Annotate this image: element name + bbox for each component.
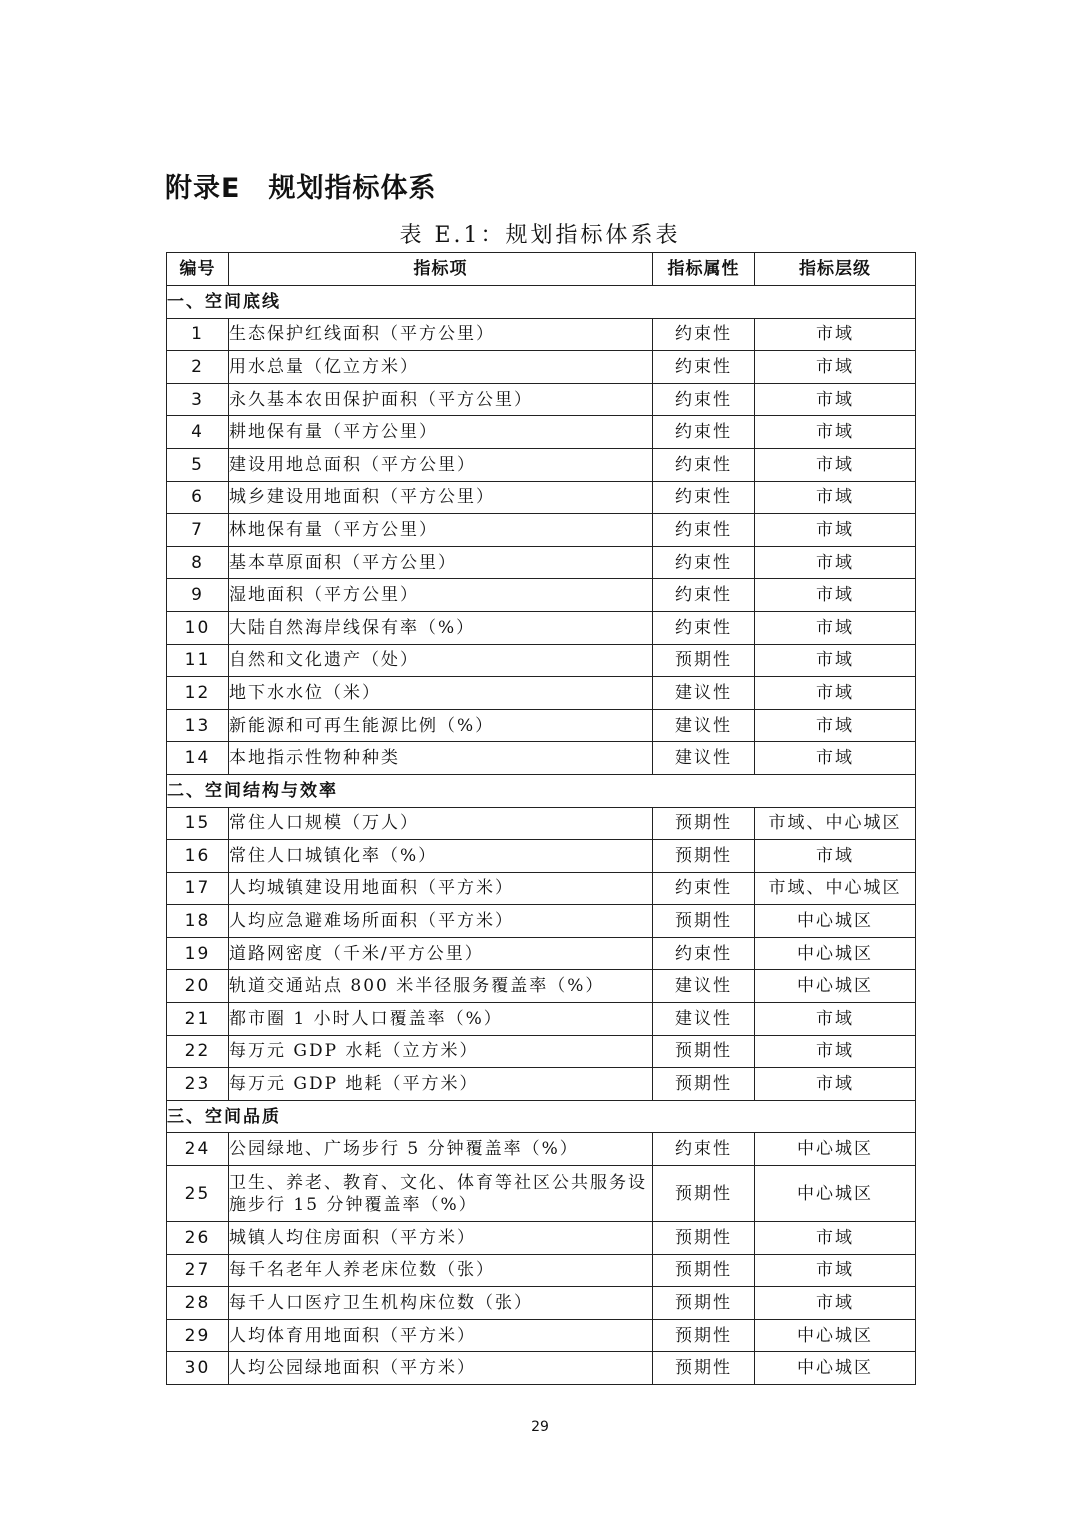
indicator-name: 新能源和可再生能源比例（%） [229, 709, 653, 742]
indicator-level: 市域 [755, 579, 916, 612]
indicator-attribute: 约束性 [653, 937, 755, 970]
indicator-attribute: 建议性 [653, 742, 755, 775]
table-row [167, 1068, 916, 1101]
row-number: 4 [167, 416, 229, 449]
indicator-name: 人均应急避难场所面积（平方米） [229, 905, 653, 938]
indicator-attribute: 约束性 [653, 546, 755, 579]
indicator-attribute: 预期性 [653, 905, 755, 938]
indicator-level: 市域 [755, 1287, 916, 1320]
indicator-attribute: 约束性 [653, 481, 755, 514]
indicator-level: 中心城区 [755, 937, 916, 970]
indicator-name: 湿地面积（平方公里） [229, 579, 653, 612]
indicator-attribute: 约束性 [653, 579, 755, 612]
table-row [167, 1222, 916, 1255]
indicator-name: 建设用地总面积（平方公里） [229, 448, 653, 481]
indicator-level: 市域 [755, 1003, 916, 1036]
indicator-level: 市域 [755, 318, 916, 351]
indicator-level: 中心城区 [755, 1352, 916, 1385]
table-row [167, 807, 916, 840]
section-row [167, 774, 916, 807]
table-row [167, 1287, 916, 1320]
table-row [167, 1166, 916, 1222]
indicator-level: 市域 [755, 383, 916, 416]
indicator-name: 人均城镇建设用地面积（平方米） [229, 872, 653, 905]
row-number: 9 [167, 579, 229, 612]
row-number: 24 [167, 1133, 229, 1166]
row-number: 19 [167, 937, 229, 970]
table-row [167, 579, 916, 612]
indicator-attribute: 约束性 [653, 318, 755, 351]
table-row [167, 970, 916, 1003]
indicator-attribute: 预期性 [653, 1166, 755, 1222]
table-row [167, 677, 916, 710]
indicator-level: 中心城区 [755, 970, 916, 1003]
indicator-attribute: 建议性 [653, 709, 755, 742]
indicator-name: 用水总量（亿立方米） [229, 351, 653, 384]
indicator-name: 城乡建设用地面积（平方公里） [229, 481, 653, 514]
row-number: 13 [167, 709, 229, 742]
indicator-name: 每万元 GDP 水耗（立方米） [229, 1035, 653, 1068]
row-number: 17 [167, 872, 229, 905]
appendix-title: 附录E 规划指标体系 [165, 173, 437, 204]
row-number: 30 [167, 1352, 229, 1385]
indicator-attribute: 预期性 [653, 644, 755, 677]
table-caption: 表 E.1：规划指标体系表 [399, 223, 681, 248]
indicator-attribute: 建议性 [653, 1003, 755, 1036]
indicator-level: 市域 [755, 611, 916, 644]
table-row [167, 937, 916, 970]
table-row [167, 383, 916, 416]
section-row [167, 1100, 916, 1133]
row-number: 8 [167, 546, 229, 579]
indicator-level: 中心城区 [755, 905, 916, 938]
indicator-attribute: 约束性 [653, 611, 755, 644]
indicator-level: 市域 [755, 514, 916, 547]
indicator-name: 常住人口城镇化率（%） [229, 840, 653, 873]
row-number: 22 [167, 1035, 229, 1068]
indicator-name: 生态保护红线面积（平方公里） [229, 318, 653, 351]
table-row [167, 1352, 916, 1385]
indicator-attribute: 约束性 [653, 514, 755, 547]
table-row [167, 611, 916, 644]
indicator-table [166, 252, 916, 1385]
page-number: 29 [531, 1419, 549, 1435]
indicator-level: 市域 [755, 840, 916, 873]
table-row [167, 905, 916, 938]
indicator-attribute: 预期性 [653, 1287, 755, 1320]
indicator-name: 每千人口医疗卫生机构床位数（张） [229, 1287, 653, 1320]
table-row [167, 709, 916, 742]
table-row [167, 1133, 916, 1166]
table-row [167, 546, 916, 579]
section-title: 三、空间品质 [167, 1100, 916, 1133]
row-number: 3 [167, 383, 229, 416]
indicator-name: 大陆自然海岸线保有率（%） [229, 611, 653, 644]
table-header-row [167, 253, 916, 286]
table-row [167, 1319, 916, 1352]
row-number: 18 [167, 905, 229, 938]
indicator-name: 地下水水位（米） [229, 677, 653, 710]
indicator-attribute: 约束性 [653, 416, 755, 449]
indicator-level: 市域 [755, 709, 916, 742]
indicator-name: 人均体育用地面积（平方米） [229, 1319, 653, 1352]
row-number: 27 [167, 1254, 229, 1287]
indicator-level: 市域 [755, 1035, 916, 1068]
indicator-level: 市域 [755, 481, 916, 514]
table-row [167, 481, 916, 514]
row-number: 11 [167, 644, 229, 677]
indicator-name: 基本草原面积（平方公里） [229, 546, 653, 579]
table-row [167, 318, 916, 351]
row-number: 16 [167, 840, 229, 873]
row-number: 1 [167, 318, 229, 351]
row-number: 14 [167, 742, 229, 775]
indicator-name: 自然和文化遗产（处） [229, 644, 653, 677]
table-row [167, 448, 916, 481]
indicator-name: 林地保有量（平方公里） [229, 514, 653, 547]
row-number: 26 [167, 1222, 229, 1255]
indicator-name: 耕地保有量（平方公里） [229, 416, 653, 449]
header-attr: 指标属性 [653, 253, 755, 286]
row-number: 21 [167, 1003, 229, 1036]
row-number: 28 [167, 1287, 229, 1320]
row-number: 6 [167, 481, 229, 514]
indicator-name: 城镇人均住房面积（平方米） [229, 1222, 653, 1255]
indicator-level: 中心城区 [755, 1319, 916, 1352]
indicator-name: 本地指示性物种种类 [229, 742, 653, 775]
row-number: 20 [167, 970, 229, 1003]
indicator-attribute: 建议性 [653, 677, 755, 710]
row-number: 29 [167, 1319, 229, 1352]
table-row [167, 840, 916, 873]
header-num: 编号 [167, 253, 229, 286]
row-number: 23 [167, 1068, 229, 1101]
indicator-name: 公园绿地、广场步行 5 分钟覆盖率（%） [229, 1133, 653, 1166]
indicator-attribute: 建议性 [653, 970, 755, 1003]
indicator-attribute: 预期性 [653, 1068, 755, 1101]
indicator-name: 常住人口规模（万人） [229, 807, 653, 840]
indicator-attribute: 预期性 [653, 1319, 755, 1352]
indicator-name: 每千名老年人养老床位数（张） [229, 1254, 653, 1287]
table-row [167, 1003, 916, 1036]
table-row [167, 644, 916, 677]
table-row [167, 514, 916, 547]
indicator-level: 市域 [755, 1068, 916, 1101]
row-number: 10 [167, 611, 229, 644]
indicator-name: 永久基本农田保护面积（平方公里） [229, 383, 653, 416]
indicator-level: 市域、中心城区 [755, 807, 916, 840]
indicator-level: 市域、中心城区 [755, 872, 916, 905]
indicator-attribute: 预期性 [653, 1222, 755, 1255]
indicator-attribute: 预期性 [653, 1035, 755, 1068]
header-item: 指标项 [229, 253, 653, 286]
table-row [167, 742, 916, 775]
indicator-level: 市域 [755, 644, 916, 677]
row-number: 12 [167, 677, 229, 710]
table-row [167, 351, 916, 384]
table-row [167, 416, 916, 449]
row-number: 15 [167, 807, 229, 840]
indicator-attribute: 预期性 [653, 807, 755, 840]
indicator-level: 市域 [755, 351, 916, 384]
row-number: 2 [167, 351, 229, 384]
indicator-attribute: 约束性 [653, 1133, 755, 1166]
indicator-level: 市域 [755, 1254, 916, 1287]
row-number: 25 [167, 1166, 229, 1222]
indicator-name: 道路网密度（千米/平方公里） [229, 937, 653, 970]
indicator-level: 中心城区 [755, 1166, 916, 1222]
indicator-attribute: 预期性 [653, 840, 755, 873]
row-number: 7 [167, 514, 229, 547]
indicator-level: 市域 [755, 1222, 916, 1255]
indicator-level: 市域 [755, 546, 916, 579]
table-row [167, 872, 916, 905]
indicator-attribute: 预期性 [653, 1352, 755, 1385]
indicator-attribute: 约束性 [653, 448, 755, 481]
row-number: 5 [167, 448, 229, 481]
section-title: 二、空间结构与效率 [167, 774, 916, 807]
indicator-name: 每万元 GDP 地耗（平方米） [229, 1068, 653, 1101]
table-row [167, 1254, 916, 1287]
indicator-name: 卫生、养老、教育、文化、体育等社区公共服务设施步行 15 分钟覆盖率（%） [229, 1166, 653, 1222]
indicator-level: 市域 [755, 742, 916, 775]
indicator-level: 市域 [755, 677, 916, 710]
section-row [167, 286, 916, 319]
indicator-attribute: 约束性 [653, 351, 755, 384]
indicator-name: 都市圈 1 小时人口覆盖率（%） [229, 1003, 653, 1036]
indicator-name: 人均公园绿地面积（平方米） [229, 1352, 653, 1385]
indicator-level: 市域 [755, 416, 916, 449]
indicator-name: 轨道交通站点 800 米半径服务覆盖率（%） [229, 970, 653, 1003]
indicator-attribute: 预期性 [653, 1254, 755, 1287]
indicator-level: 市域 [755, 448, 916, 481]
table-body [167, 286, 916, 1385]
indicator-level: 中心城区 [755, 1133, 916, 1166]
indicator-attribute: 约束性 [653, 383, 755, 416]
header-level: 指标层级 [755, 253, 916, 286]
table-row [167, 1035, 916, 1068]
indicator-attribute: 约束性 [653, 872, 755, 905]
section-title: 一、空间底线 [167, 286, 916, 319]
